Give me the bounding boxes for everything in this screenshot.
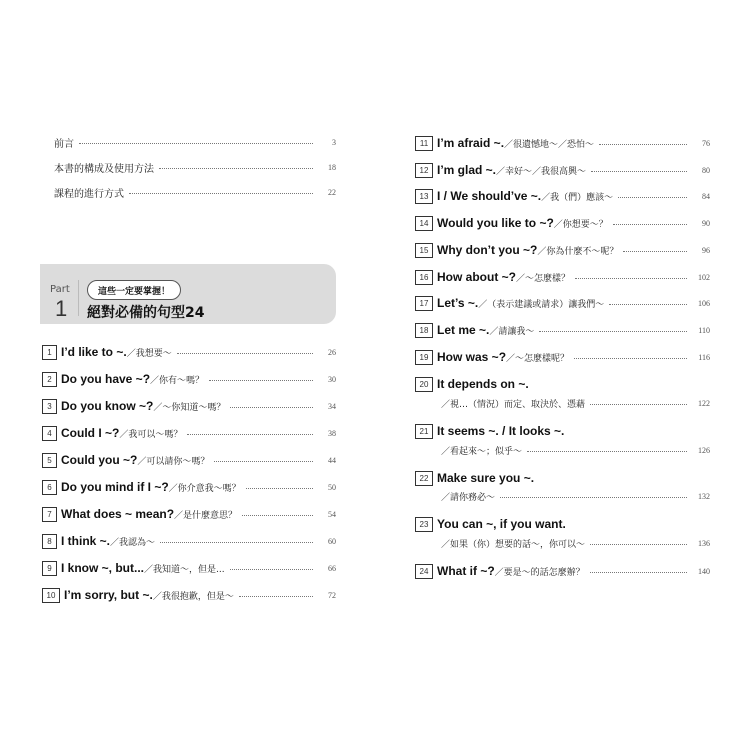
entry-english: I’m glad ~. bbox=[437, 163, 497, 177]
intro-label: 前言 bbox=[54, 138, 74, 150]
entry-number: 16 bbox=[415, 270, 433, 285]
toc-entry[interactable] bbox=[42, 586, 336, 604]
page-number: 54 bbox=[328, 509, 336, 519]
dot-leader bbox=[590, 544, 687, 545]
dot-leader bbox=[129, 193, 313, 194]
toc-entry-heading[interactable] bbox=[415, 422, 710, 440]
page-number: 3 bbox=[332, 137, 336, 147]
entry-english: How about ~? bbox=[437, 270, 516, 284]
entry-chinese: ／如果（你）想要的話～，你可以～ bbox=[441, 539, 586, 550]
entry-english: Would you like to ~? bbox=[437, 216, 554, 230]
entry-english: It seems ~. / It looks ~. bbox=[437, 424, 565, 438]
toc-entry[interactable] bbox=[415, 214, 710, 232]
entry-chinese: ／要是～的話怎麼辦？ bbox=[494, 567, 585, 578]
toc-entry[interactable] bbox=[42, 397, 336, 415]
page-number: 140 bbox=[698, 566, 710, 576]
toc-entry[interactable] bbox=[42, 424, 336, 442]
entry-number: 17 bbox=[415, 296, 433, 311]
page-number: 50 bbox=[328, 482, 336, 492]
entry-english: What if ~? bbox=[437, 564, 495, 578]
intro-label: 本書的構成及使用方法 bbox=[54, 163, 154, 175]
page-number: 116 bbox=[698, 352, 710, 362]
entry-number: 7 bbox=[42, 507, 57, 522]
dot-leader bbox=[527, 451, 687, 452]
page-number: 102 bbox=[698, 272, 710, 282]
entry-number: 1 bbox=[42, 345, 57, 360]
page-number: 44 bbox=[328, 455, 336, 465]
entry-english: Let’s ~. bbox=[437, 296, 479, 310]
page-number: 26 bbox=[328, 347, 336, 357]
toc-entry[interactable] bbox=[415, 241, 710, 259]
entry-chinese: ／請你務必～ bbox=[441, 492, 496, 503]
toc-entry[interactable] bbox=[415, 294, 710, 312]
dot-leader bbox=[239, 596, 313, 597]
entry-english: I’m sorry, but ~. bbox=[64, 588, 153, 602]
toc-entry[interactable] bbox=[415, 321, 710, 339]
entry-chinese: ／～你知道～嗎？ bbox=[153, 402, 226, 413]
entry-number: 20 bbox=[415, 377, 433, 392]
toc-entry-heading[interactable] bbox=[415, 375, 710, 393]
entry-english: How was ~? bbox=[437, 350, 507, 364]
entry-english: Could I ~? bbox=[61, 426, 120, 440]
page-number: 18 bbox=[328, 162, 336, 172]
entry-number: 4 bbox=[42, 426, 57, 441]
dot-leader bbox=[574, 358, 687, 359]
entry-chinese: ／可以請你～嗎？ bbox=[137, 456, 210, 467]
toc-entry[interactable] bbox=[415, 268, 710, 286]
dot-leader bbox=[209, 380, 313, 381]
entry-english: Let me ~. bbox=[437, 323, 490, 337]
part-title: 絕對必備的句型24 bbox=[87, 305, 205, 321]
page-number: 66 bbox=[328, 563, 336, 573]
entry-number: 24 bbox=[415, 564, 433, 579]
entry-english: I / We should’ve ~. bbox=[437, 189, 542, 203]
dot-leader bbox=[500, 497, 687, 498]
entry-chinese: ／（表示建議或請求）讓我們～ bbox=[478, 299, 605, 310]
entry-chinese: ／我可以～嗎？ bbox=[119, 429, 183, 440]
intro-label: 課程的進行方式 bbox=[54, 188, 124, 200]
entry-chinese: ／很遺憾地～／恐怕～ bbox=[504, 139, 595, 150]
entry-number: 12 bbox=[415, 163, 433, 178]
entry-english: I’d like to ~. bbox=[61, 345, 127, 359]
entry-chinese: ／我很抱歉，但是～ bbox=[152, 591, 234, 602]
toc-entry-detail[interactable] bbox=[441, 488, 710, 504]
page-number: 136 bbox=[698, 538, 710, 548]
dot-leader bbox=[214, 461, 313, 462]
dot-leader bbox=[575, 278, 687, 279]
part-banner bbox=[40, 264, 336, 324]
page-number: 84 bbox=[702, 191, 710, 201]
page-number: 30 bbox=[328, 374, 336, 384]
entry-chinese: ／你為什麼不～呢？ bbox=[537, 246, 619, 257]
entry-chinese: ／視…（情況）而定、取決於、憑藉 bbox=[441, 399, 586, 410]
dot-leader bbox=[79, 143, 313, 144]
entry-number: 8 bbox=[42, 534, 57, 549]
dot-leader bbox=[159, 168, 313, 169]
page-number: 126 bbox=[698, 445, 710, 455]
entry-chinese: ／～怎麼樣？ bbox=[516, 273, 571, 284]
entry-number: 23 bbox=[415, 517, 433, 532]
entry-english: Could you ~? bbox=[61, 453, 138, 467]
entry-english: I’m afraid ~. bbox=[437, 136, 505, 150]
page-number: 38 bbox=[328, 428, 336, 438]
entry-chinese: ／我知道～，但是... bbox=[144, 564, 225, 575]
toc-entry[interactable] bbox=[42, 370, 336, 388]
entry-english: Do you have ~? bbox=[61, 372, 151, 386]
dot-leader bbox=[591, 171, 687, 172]
entry-chinese: ／請讓我～ bbox=[489, 326, 535, 337]
entry-chinese: ／我想要～ bbox=[126, 348, 172, 359]
dot-leader bbox=[539, 331, 687, 332]
intro-item[interactable] bbox=[54, 133, 336, 151]
entry-number: 10 bbox=[42, 588, 60, 603]
page-number: 132 bbox=[698, 491, 710, 501]
toc-entry[interactable] bbox=[42, 532, 336, 550]
entry-number: 5 bbox=[42, 453, 57, 468]
dot-leader bbox=[618, 197, 687, 198]
page-number: 34 bbox=[328, 401, 336, 411]
entry-chinese: ／～怎麼樣呢？ bbox=[506, 353, 570, 364]
page-number: 80 bbox=[702, 165, 710, 175]
dot-leader bbox=[590, 404, 687, 405]
toc-entry-detail[interactable] bbox=[441, 535, 710, 551]
page-number: 22 bbox=[328, 187, 336, 197]
intro-item[interactable] bbox=[54, 183, 336, 201]
page-number: 96 bbox=[702, 245, 710, 255]
entry-chinese: ／你想要～？ bbox=[553, 219, 608, 230]
entry-number: 21 bbox=[415, 424, 433, 439]
toc-entry[interactable] bbox=[415, 562, 710, 580]
entry-number: 11 bbox=[415, 136, 433, 151]
entry-number: 19 bbox=[415, 350, 433, 365]
toc-entry[interactable] bbox=[42, 343, 336, 361]
entry-chinese: ／我（們）應該～ bbox=[541, 192, 614, 203]
toc-entry-detail[interactable] bbox=[441, 395, 710, 411]
part-tagline: 這些一定要掌握！ bbox=[87, 280, 181, 300]
page-number: 76 bbox=[702, 138, 710, 148]
entry-number: 9 bbox=[42, 561, 57, 576]
entry-english: It depends on ~. bbox=[437, 377, 529, 391]
entry-english: Make sure you ~. bbox=[437, 471, 535, 485]
dot-leader bbox=[230, 569, 313, 570]
toc-entry-heading[interactable] bbox=[415, 469, 710, 487]
dot-leader bbox=[590, 572, 687, 573]
entry-chinese: ／我認為～ bbox=[110, 537, 156, 548]
entry-english: You can ~, if you want. bbox=[437, 517, 566, 531]
dot-leader bbox=[609, 304, 687, 305]
toc-entry-detail[interactable] bbox=[441, 442, 710, 458]
entry-english: Do you mind if I ~? bbox=[61, 480, 169, 494]
entry-number: 13 bbox=[415, 189, 433, 204]
entry-english: I think ~. bbox=[61, 534, 111, 548]
right-page bbox=[375, 0, 750, 750]
part-number: 1 bbox=[55, 296, 68, 321]
page-number: 122 bbox=[698, 398, 710, 408]
entry-chinese: ／看起來～；似乎～ bbox=[441, 446, 523, 457]
dot-leader bbox=[246, 488, 313, 489]
entry-english: I know ~, but... bbox=[61, 561, 145, 575]
part-divider bbox=[78, 280, 79, 316]
entry-number: 15 bbox=[415, 243, 433, 258]
part-word: Part bbox=[50, 284, 70, 295]
toc-entry[interactable] bbox=[415, 348, 710, 366]
dot-leader bbox=[160, 542, 313, 543]
toc-entry[interactable] bbox=[42, 505, 336, 523]
entry-english: Why don’t you ~? bbox=[437, 243, 538, 257]
entry-chinese: ／你介意我～嗎？ bbox=[168, 483, 241, 494]
dot-leader bbox=[623, 251, 687, 252]
entry-english: What does ~ mean? bbox=[61, 507, 175, 521]
entry-number: 22 bbox=[415, 471, 433, 486]
page-number: 110 bbox=[698, 325, 710, 335]
entry-english: Do you know ~? bbox=[61, 399, 154, 413]
toc-entry[interactable] bbox=[42, 559, 336, 577]
toc-entry[interactable] bbox=[415, 134, 710, 152]
dot-leader bbox=[177, 353, 313, 354]
dot-leader bbox=[613, 224, 687, 225]
entry-chinese: ／你有～嗎？ bbox=[150, 375, 205, 386]
dot-leader bbox=[187, 434, 313, 435]
page-number: 106 bbox=[698, 298, 710, 308]
toc-entry-heading[interactable] bbox=[415, 515, 710, 533]
intro-item[interactable] bbox=[54, 158, 336, 176]
page-number: 72 bbox=[328, 590, 336, 600]
entry-number: 18 bbox=[415, 323, 433, 338]
entry-chinese: ／幸好～／我很高興～ bbox=[496, 166, 587, 177]
entry-number: 3 bbox=[42, 399, 57, 414]
toc-entry[interactable] bbox=[42, 451, 336, 469]
dot-leader bbox=[242, 515, 313, 516]
page-number: 60 bbox=[328, 536, 336, 546]
entry-number: 6 bbox=[42, 480, 57, 495]
toc-entry[interactable] bbox=[415, 187, 710, 205]
dot-leader bbox=[230, 407, 313, 408]
entry-number: 2 bbox=[42, 372, 57, 387]
dot-leader bbox=[599, 144, 687, 145]
entry-chinese: ／是什麼意思？ bbox=[174, 510, 238, 521]
toc-entry[interactable] bbox=[42, 478, 336, 496]
entry-number: 14 bbox=[415, 216, 433, 231]
toc-entry[interactable] bbox=[415, 161, 710, 179]
page-number: 90 bbox=[702, 218, 710, 228]
